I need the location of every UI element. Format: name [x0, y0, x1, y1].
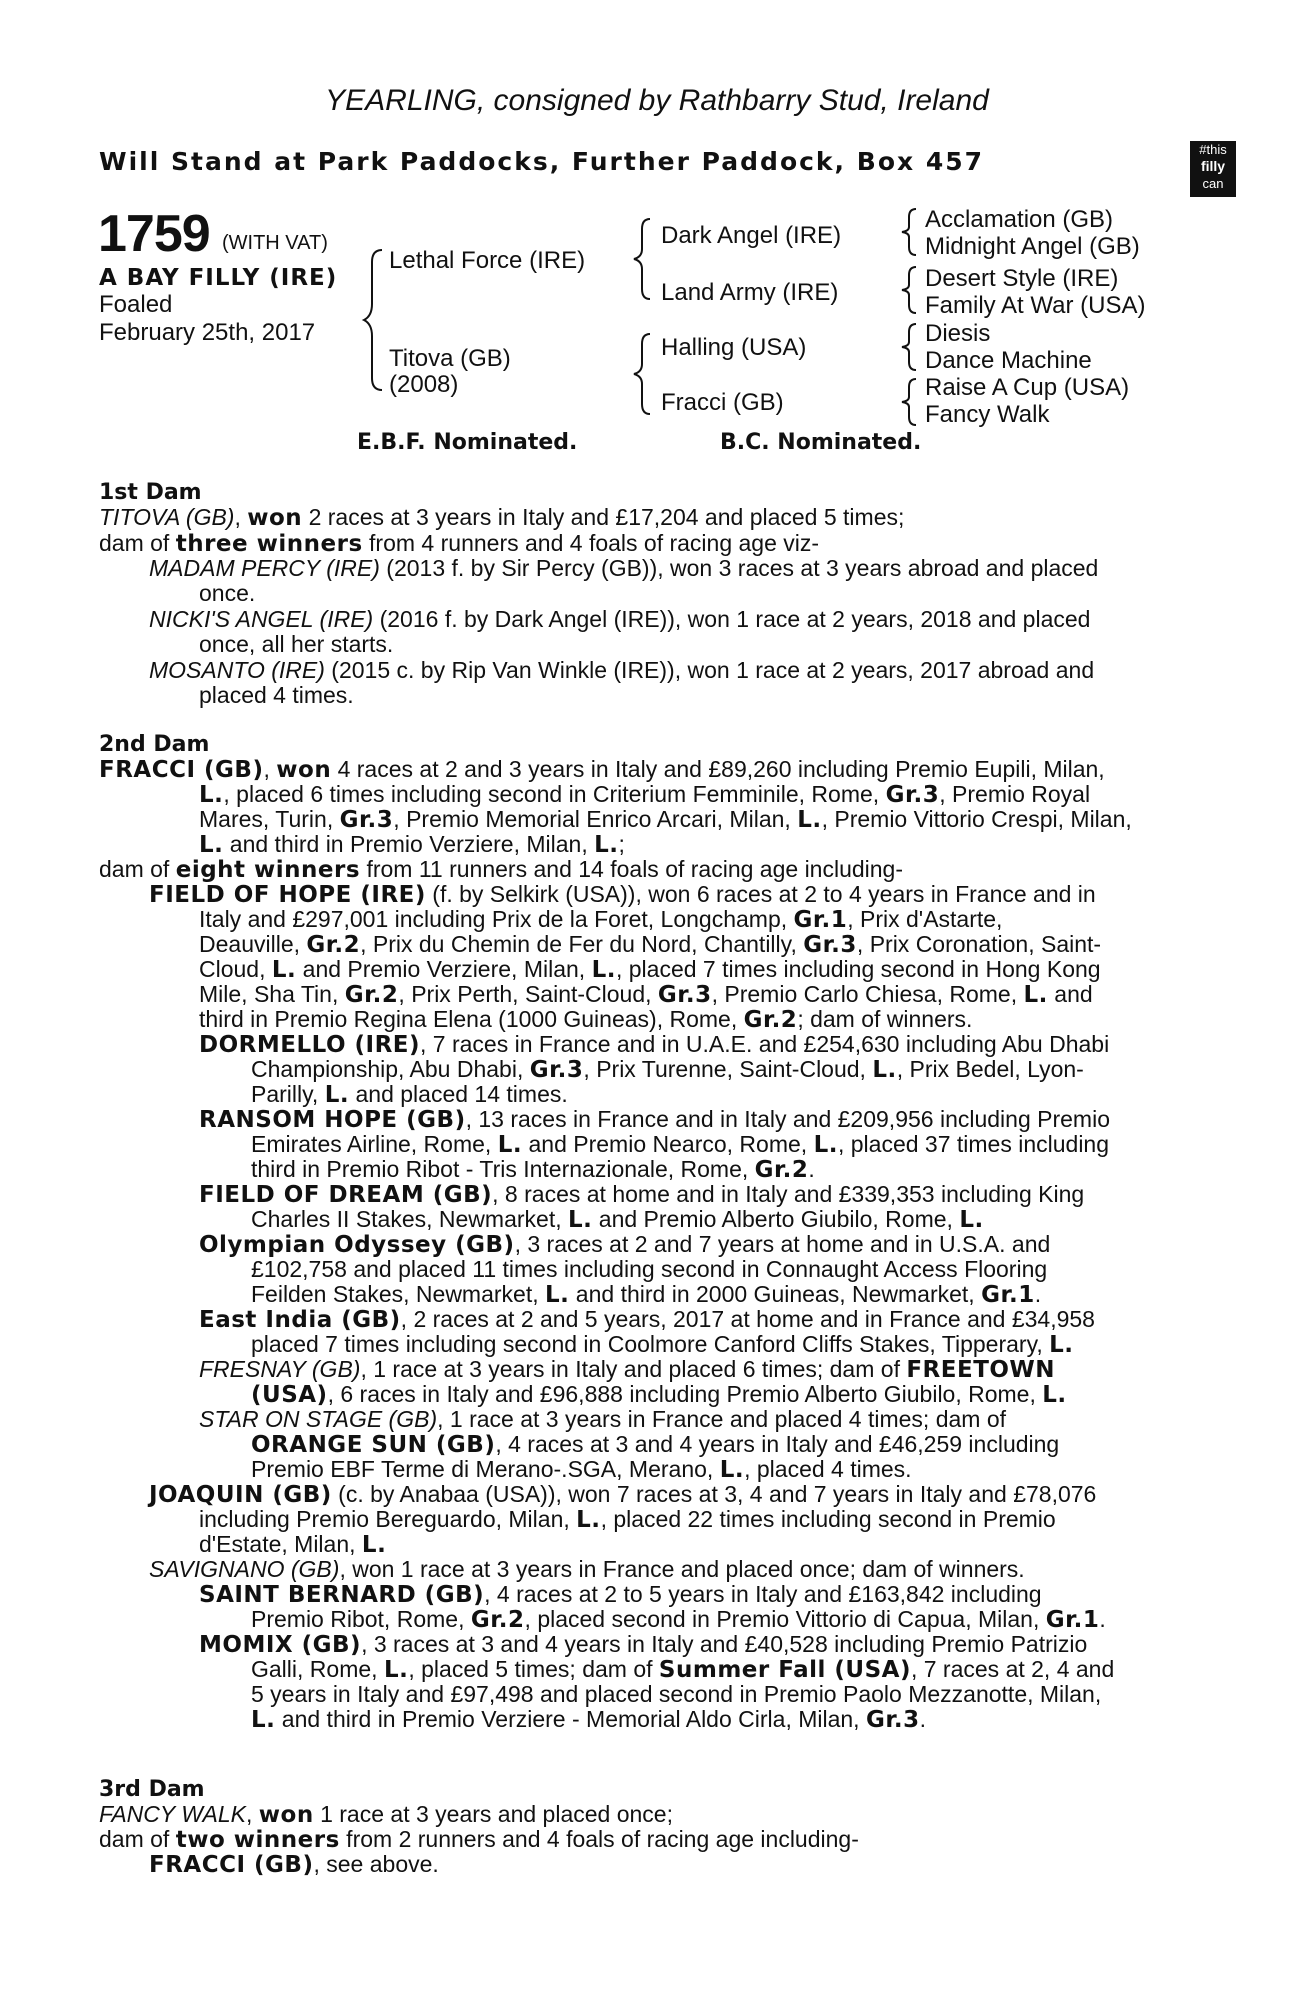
second-dam-line: dam of eight winners from 11 runners and 14 foals of racing age including-: [99, 856, 904, 883]
pedigree-brace-1: [360, 240, 390, 400]
stand-location: Will Stand at Park Paddocks, Further Paddock, Box 457: [99, 147, 985, 176]
dam-year: (2008): [389, 371, 459, 398]
sire-dam: Land Army (IRE): [661, 279, 839, 306]
second-dam-line: Emirates Airline, Rome, L. and Premio Nearco, Rome, L., placed 37 times including: [251, 1131, 1110, 1158]
second-dam-line: Galli, Rome, L., placed 5 times; dam of Summer Fall (USA), 7 races at 2, 4 and: [251, 1656, 1115, 1683]
pedigree-brace-5: [898, 263, 922, 315]
first-dam-line: once.: [199, 580, 256, 606]
sire-sire: Dark Angel (IRE): [661, 222, 842, 249]
first-dam-line: MADAM PERCY (IRE) (2013 f. by Sir Percy (GB)), won 3 races at 3 years abroad and placed: [149, 555, 1099, 581]
bc-nominated: B.C. Nominated.: [720, 430, 922, 455]
foaled-label: Foaled: [99, 291, 173, 318]
first-dam-line: NICKI'S ANGEL (IRE) (2016 f. by Dark Angel (IRE)), won 1 race at 2 years, 2018 and placed: [149, 606, 1091, 632]
dam: Titova (GB): [389, 345, 511, 372]
pedigree-brace-4: [898, 205, 922, 257]
second-dam-line: £102,758 and placed 11 times including second in Connaught Access Flooring: [251, 1256, 1048, 1282]
ebf-nominated: E.B.F. Nominated.: [357, 430, 578, 455]
first-dam-line: once, all her starts.: [199, 631, 394, 657]
grandsire-4: Family At War (USA): [925, 292, 1146, 319]
second-dam-line: (USA), 6 races in Italy and £96,888 including Premio Alberto Giubilo, Rome, L.: [251, 1381, 1067, 1408]
sire: Lethal Force (IRE): [389, 247, 586, 274]
second-dam-line: FRESNAY (GB), 1 race at 3 years in Italy and placed 6 times; dam of FREETOWN: [199, 1356, 1056, 1383]
second-dam-line: FRACCI (GB), won 4 races at 2 and 3 years in Italy and £89,260 including Premio Eupili, Milan,: [99, 756, 1105, 783]
pedigree-brace-3: [630, 328, 656, 418]
second-dam-line: third in Premio Regina Elena (1000 Guineas), Rome, Gr.2; dam of winners.: [199, 1006, 973, 1033]
second-dam-line: Premio Ribot, Rome, Gr.2, placed second in Premio Vittorio di Capua, Milan, Gr.1.: [251, 1606, 1106, 1633]
first-dam-line: placed 4 times.: [199, 682, 354, 708]
foaled-date: February 25th, 2017: [99, 319, 316, 346]
third-dam-line: FANCY WALK, won 1 race at 3 years and placed once;: [99, 1801, 673, 1828]
grandsire-2: Midnight Angel (GB): [925, 233, 1140, 260]
second-dam-line: MOMIX (GB), 3 races at 3 and 4 years in Italy and £40,528 including Premio Patrizio: [199, 1631, 1088, 1658]
second-dam-line: JOAQUIN (GB) (c. by Anabaa (USA)), won 7 races at 3, 4 and 7 years in Italy and £78,076: [149, 1481, 1097, 1508]
second-dam-line: Parilly, L. and placed 14 times.: [251, 1081, 568, 1108]
second-dam-line: Championship, Abu Dhabi, Gr.3, Prix Turenne, Saint-Cloud, L., Prix Bedel, Lyon-: [251, 1056, 1084, 1083]
second-dam-line: Mile, Sha Tin, Gr.2, Prix Perth, Saint-Cloud, Gr.3, Premio Carlo Chiesa, Rome, L. and: [199, 981, 1093, 1008]
lot-description: A BAY FILLY (IRE): [99, 265, 338, 291]
second-dam-line: STAR ON STAGE (GB), 1 race at 3 years in France and placed 4 times; dam of: [199, 1406, 1007, 1432]
second-dam-line: RANSOM HOPE (GB), 13 races in France and in Italy and £209,956 including Premio: [199, 1106, 1110, 1133]
second-dam-line: SAINT BERNARD (GB), 4 races at 2 to 5 years in Italy and £163,842 including: [199, 1581, 1042, 1608]
second-dam-line: East India (GB), 2 races at 2 and 5 years, 2017 at home and in France and £34,958: [199, 1306, 1095, 1333]
second-dam-line: Deauville, Gr.2, Prix du Chemin de Fer du Nord, Chantilly, Gr.3, Prix Coronation, Saint-: [199, 931, 1102, 958]
second-dam-line: Charles II Stakes, Newmarket, L. and Premio Alberto Giubilo, Rome, L.: [251, 1206, 984, 1233]
second-dam-line: L. and third in Premio Verziere - Memorial Aldo Cirla, Milan, Gr.3.: [251, 1706, 927, 1733]
grandsire-7: Raise A Cup (USA): [925, 374, 1130, 401]
second-dam-line: L., placed 6 times including second in Criterium Femminile, Rome, Gr.3, Premio Royal: [199, 781, 1091, 808]
second-dam-line: FIELD OF HOPE (IRE) (f. by Selkirk (USA)), won 6 races at 2 to 4 years in France and in: [149, 881, 1096, 908]
second-dam-line: Feilden Stakes, Newmarket, L. and third in 2000 Guineas, Newmarket, Gr.1.: [251, 1281, 1042, 1308]
second-dam-line: L. and third in Premio Verziere, Milan, L.;: [199, 831, 625, 858]
first-dam-heading: 1st Dam: [99, 480, 202, 505]
second-dam-line: ORANGE SUN (GB), 4 races at 3 and 4 years in Italy and £46,259 including: [251, 1431, 1060, 1458]
pedigree-brace-7: [898, 375, 922, 427]
second-dam-line: d'Estate, Milan, L.: [199, 1531, 387, 1558]
second-dam-line: including Premio Bereguardo, Milan, L., placed 22 times including second in Premio: [199, 1506, 1056, 1533]
grandsire-6: Dance Machine: [925, 347, 1092, 374]
second-dam-line: Mares, Turin, Gr.3, Premio Memorial Enrico Arcari, Milan, L., Premio Vittorio Crespi, Milan,: [199, 806, 1132, 833]
second-dam-line: FIELD OF DREAM (GB), 8 races at home and in Italy and £339,353 including King: [199, 1181, 1085, 1208]
pedigree-brace-6: [898, 320, 922, 372]
dam-dam: Fracci (GB): [661, 389, 784, 416]
pedigree-brace-2: [630, 213, 656, 303]
second-dam-line: Cloud, L. and Premio Verziere, Milan, L., placed 7 times including second in Hong Kong: [199, 956, 1101, 983]
third-dam-heading: 3rd Dam: [99, 1777, 205, 1802]
grandsire-1: Acclamation (GB): [925, 206, 1114, 233]
lot-number: 1759: [98, 205, 210, 263]
second-dam-line: 5 years in Italy and £97,498 and placed second in Premio Paolo Mezzanotte, Milan,: [251, 1681, 1102, 1707]
first-dam-line: MOSANTO (IRE) (2015 c. by Rip Van Winkle (IRE)), won 1 race at 2 years, 2017 abroad and: [149, 657, 1095, 683]
second-dam-line: third in Premio Ribot - Tris Internazionale, Rome, Gr.2.: [251, 1156, 815, 1183]
dam-sire: Halling (USA): [661, 334, 807, 361]
grandsire-5: Diesis: [925, 320, 991, 347]
second-dam-line: Italy and £297,001 including Prix de la Foret, Longchamp, Gr.1, Prix d'Astarte,: [199, 906, 1003, 933]
third-dam-line: dam of two winners from 2 runners and 4 foals of racing age including-: [99, 1826, 859, 1853]
grandsire-8: Fancy Walk: [925, 401, 1050, 428]
this-filly-can-logo: #this filly can: [1190, 141, 1236, 197]
second-dam-line: placed 7 times including second in Coolmore Canford Cliffs Stakes, Tipperary, L.: [251, 1331, 1074, 1358]
vat-note: (WITH VAT): [222, 232, 328, 254]
second-dam-heading: 2nd Dam: [99, 732, 210, 757]
third-dam-line: FRACCI (GB), see above.: [149, 1851, 439, 1878]
consignment-heading: YEARLING, consigned by Rathbarry Stud, Ireland: [325, 84, 989, 117]
first-dam-line: TITOVA (GB), won 2 races at 3 years in Italy and £17,204 and placed 5 times;: [99, 504, 905, 531]
second-dam-line: DORMELLO (IRE), 7 races in France and in U.A.E. and £254,630 including Abu Dhabi: [199, 1031, 1110, 1058]
second-dam-line: SAVIGNANO (GB), won 1 race at 3 years in France and placed once; dam of winners.: [149, 1556, 1025, 1582]
first-dam-line: dam of three winners from 4 runners and 4 foals of racing age viz-: [99, 530, 820, 557]
grandsire-3: Desert Style (IRE): [925, 265, 1119, 292]
second-dam-line: Olympian Odyssey (GB), 3 races at 2 and 7 years at home and in U.S.A. and: [199, 1231, 1051, 1258]
second-dam-line: Premio EBF Terme di Merano-.SGA, Merano, L., placed 4 times.: [251, 1456, 912, 1483]
